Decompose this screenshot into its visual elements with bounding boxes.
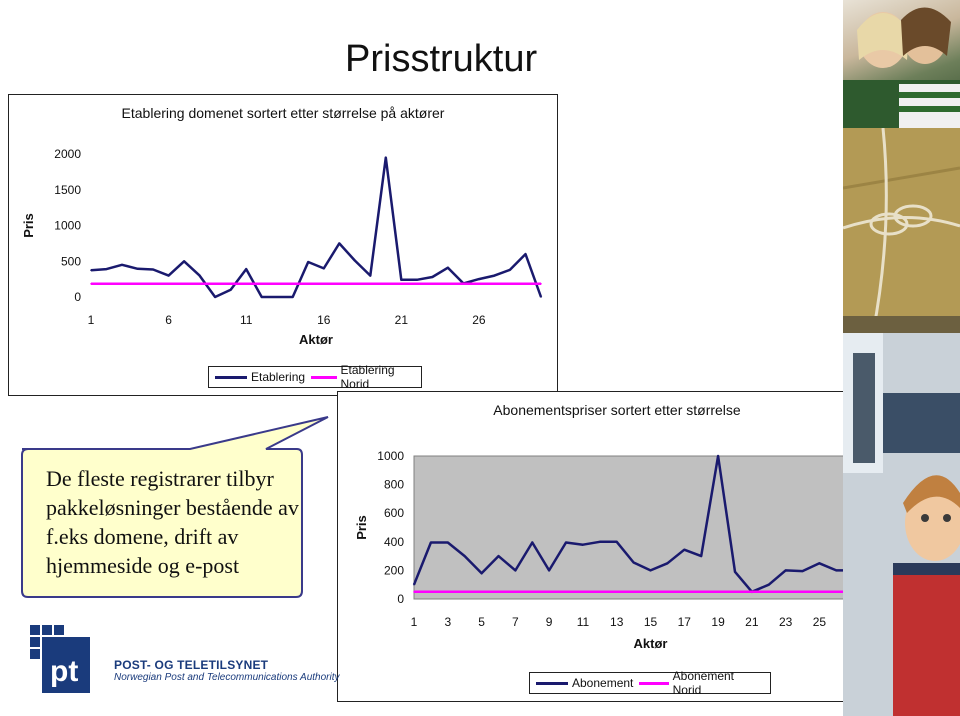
data-point-abonement [498,555,500,557]
data-point-etablering-norid [168,283,170,285]
data-point-etablering [137,268,139,270]
photo-boy [843,333,960,716]
legend-label: Etablering Norid [340,363,395,391]
data-point-etablering [494,275,496,277]
legend-item-abonement [536,676,633,690]
chart-etablering [8,94,558,396]
data-point-etablering-norid [214,283,216,285]
y-tick-label: 400 [383,534,404,549]
x-axis-label: Aktør [299,332,333,347]
data-point-abonement [430,542,432,544]
x-tick-label: 21 [394,313,409,327]
data-point-abonement [683,549,685,551]
data-point-etablering [432,276,434,278]
data-point-etablering [323,268,325,270]
y-tick-label: 1500 [54,182,81,197]
data-point-etablering-norid [494,283,496,285]
data-point-abonement-norid [700,591,702,593]
data-point-etablering-norid [401,283,403,285]
data-point-abonement-norid [531,591,533,593]
data-point-abonement-norid [447,591,449,593]
data-point-abonement [582,544,584,546]
data-point-etablering [354,260,356,262]
chart-legend [208,363,422,391]
data-point-etablering-norid [323,283,325,285]
data-point-etablering-norid [416,283,418,285]
pt-logo [30,625,90,693]
data-point-abonement [785,570,787,572]
data-point-etablering-norid [245,283,247,285]
data-point-abonement [515,570,517,572]
data-point-etablering [447,267,449,269]
y-tick-label: 600 [383,506,404,521]
x-tick-label: 23 [778,615,793,629]
data-point-abonement-norid [717,591,719,593]
x-tick-label: 11 [576,615,590,629]
data-point-etablering [199,275,201,277]
x-tick-label: 3 [444,615,452,629]
legend-item-etablering [215,370,305,384]
data-point-etablering [183,260,185,262]
data-point-abonement [633,562,635,564]
y-axis-label: Pris [354,515,369,540]
data-point-etablering-norid [354,283,356,285]
data-point-etablering [540,296,542,298]
data-point-etablering-norid [478,283,480,285]
data-point-etablering [370,275,372,277]
data-point-etablering-norid [183,283,185,285]
x-tick-label: 1 [410,615,418,629]
data-point-abonement-norid [785,591,787,593]
data-point-abonement-norid [667,591,669,593]
x-tick-label: 17 [677,615,691,629]
data-point-abonement-norid [616,591,618,593]
data-point-abonement-norid [599,591,601,593]
chart-abonement-svg [338,392,896,701]
callout-text: De fleste registrarer tilbyr pakkeløsninger bestående av f.eks domene, drift av hjemmeside og e-post [46,466,299,578]
legend-swatch [215,376,247,379]
data-point-abonement [650,570,652,572]
data-point-etablering-norid [338,283,340,285]
data-point-etablering [525,253,527,255]
data-point-abonement [768,584,770,586]
data-point-abonement [667,562,669,564]
data-point-etablering-norid [152,283,154,285]
x-tick-label: 25 [812,615,827,629]
logo-subtitle: Norwegian Post and Telecommunications Authority [114,672,340,683]
data-point-etablering [168,275,170,277]
data-point-abonement-norid [430,591,432,593]
y-tick-label: 1000 [377,449,404,463]
chart-etablering-svg [9,95,557,395]
series-line-etablering [91,158,541,297]
data-point-etablering-norid [261,283,263,285]
x-tick-label: 21 [745,615,759,629]
data-point-abonement [836,570,838,572]
chart-title: Etablering domenet sortert etter størrelse på aktører [121,105,445,121]
y-tick-label: 500 [60,254,81,269]
data-point-abonement-norid [734,591,736,593]
legend-label: Abonement Norid [672,669,735,697]
y-tick-label: 1000 [54,218,81,233]
data-point-abonement [802,570,804,572]
data-point-abonement-norid [464,591,466,593]
legend-label: Etablering [251,370,306,384]
y-tick-label: 2000 [54,147,81,161]
data-point-abonement [413,584,415,586]
data-point-etablering-norid [292,283,294,285]
x-tick-label: 9 [545,615,553,629]
data-point-etablering [152,269,154,271]
data-point-etablering-norid [540,283,542,285]
data-point-abonement [565,542,567,544]
y-tick-label: 0 [74,290,81,304]
data-point-etablering-norid [137,283,139,285]
legend-item-abonement-norid [639,669,758,697]
data-point-abonement [481,572,483,574]
x-tick-label: 5 [478,615,485,629]
data-point-etablering-norid [106,283,108,285]
data-point-etablering [106,268,108,270]
x-tick-label: 13 [610,615,624,629]
y-tick-label: 800 [383,477,404,492]
data-point-abonement-norid [650,591,652,593]
x-tick-label: 7 [512,615,519,629]
chart-legend [529,669,771,697]
data-point-abonement [700,555,702,557]
data-point-etablering-norid [509,283,511,285]
x-tick-label: 11 [239,313,253,327]
x-tick-label: 1 [87,313,95,327]
data-point-etablering-norid [463,283,465,285]
data-point-abonement-norid [515,591,517,593]
data-point-etablering [307,261,309,263]
data-point-etablering-norid [370,283,372,285]
photo-kraft-package [843,128,960,333]
data-point-abonement [616,541,618,543]
data-point-abonement [717,455,719,457]
data-point-etablering [214,296,216,298]
data-point-abonement [734,571,736,573]
data-point-abonement-norid [836,591,838,593]
data-point-etablering [292,296,294,298]
data-point-abonement [548,570,550,572]
data-point-abonement-norid [565,591,567,593]
data-point-etablering [261,296,263,298]
legend-swatch [639,682,668,685]
data-point-etablering-norid [90,283,92,285]
data-point-etablering-norid [199,283,201,285]
data-point-abonement [819,562,821,564]
x-tick-label: 6 [165,313,172,327]
svg-text:pt: pt [50,655,79,688]
data-point-abonement-norid [683,591,685,593]
data-point-abonement-norid [413,591,415,593]
chart-abonement [337,391,897,702]
data-point-etablering [385,157,387,159]
data-point-abonement-norid [751,591,753,593]
data-point-abonement [447,542,449,544]
data-point-abonement-norid [819,591,821,593]
legend-swatch [536,682,568,685]
data-point-abonement-norid [633,591,635,593]
legend-item-etablering-norid [311,363,409,391]
x-tick-label: 19 [711,615,725,629]
data-point-etablering [416,279,418,281]
logo-name: POST- OG TELETILSYNET [114,658,269,672]
plot-area [414,456,887,599]
data-point-abonement [599,541,601,543]
photo-two-girls [843,0,960,128]
data-point-etablering [338,243,340,245]
data-point-etablering [401,279,403,281]
x-tick-label: 15 [643,615,658,629]
data-point-etablering [509,269,511,271]
data-point-etablering [230,289,232,291]
data-point-etablering-norid [432,283,434,285]
data-point-etablering-norid [121,283,123,285]
data-point-etablering-norid [276,283,278,285]
data-point-abonement-norid [548,591,550,593]
data-point-etablering-norid [307,283,309,285]
data-point-etablering [478,278,480,280]
y-axis-label: Pris [21,213,36,238]
x-tick-label: 26 [472,313,486,327]
data-point-etablering-norid [525,283,527,285]
data-point-etablering-norid [385,283,387,285]
slide-title: Prisstruktur [345,38,538,80]
data-point-etablering [121,264,123,266]
data-point-abonement-norid [498,591,500,593]
data-point-etablering-norid [230,283,232,285]
data-point-abonement [531,542,533,544]
data-point-etablering [245,268,247,270]
data-point-abonement-norid [481,591,483,593]
data-point-etablering [90,269,92,271]
data-point-abonement-norid [768,591,770,593]
chart-title: Abonementspriser sortert etter størrelse [493,402,741,418]
data-point-etablering-norid [447,283,449,285]
data-point-etablering [276,296,278,298]
data-point-abonement-norid [802,591,804,593]
y-tick-label: 0 [397,592,404,606]
x-axis-label: Aktør [633,636,668,651]
x-tick-label: 16 [317,313,331,327]
legend-swatch [311,376,336,379]
data-point-abonement-norid [582,591,584,593]
data-point-abonement [464,555,466,557]
legend-label: Abonement [572,676,634,690]
y-tick-label: 200 [383,563,404,578]
